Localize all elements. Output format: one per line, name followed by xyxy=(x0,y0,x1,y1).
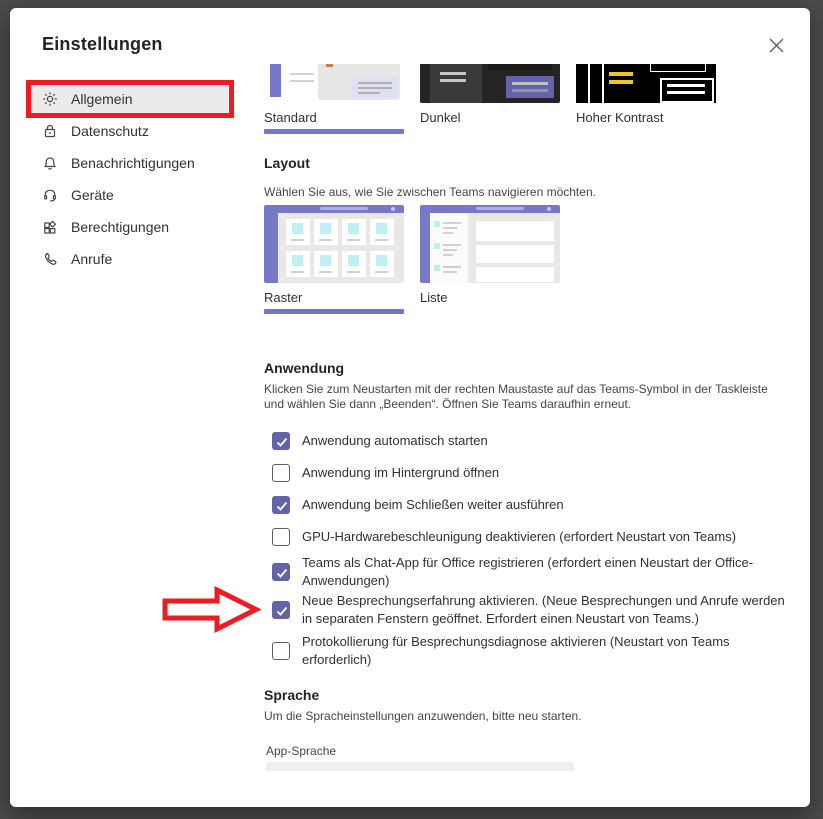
settings-sidebar xyxy=(31,85,231,277)
section-desc-anwendung: Klicken Sie zum Neustarten mit der rechten Maustaste auf das Teams-Symbol in der Taskleiste und wählen Sie dann „Beenden“. Öffnen Sie Teams daraufhin erneut. xyxy=(264,382,768,411)
close-icon xyxy=(769,38,784,53)
checkbox[interactable] xyxy=(272,642,290,660)
settings-dialog xyxy=(10,8,810,807)
layout-option-raster[interactable] xyxy=(264,205,404,314)
section-title-anwendung: Anwendung xyxy=(264,360,345,376)
bell-icon xyxy=(42,155,58,171)
selected-underline xyxy=(264,309,404,314)
checkbox-label: Anwendung im Hintergrund öffnen xyxy=(302,465,500,480)
checkbox-row-autostart[interactable] xyxy=(272,425,788,457)
checkbox[interactable] xyxy=(272,432,290,450)
checkbox[interactable] xyxy=(272,601,290,619)
layout-option-label: Raster xyxy=(264,290,303,305)
checkbox-label: Teams als Chat-App für Office registrieren (erfordert einen Neustart der Office-Anwendungen) xyxy=(302,555,754,588)
sidebar-item-label: Anrufe xyxy=(71,251,113,267)
checkbox-label: GPU-Hardwarebeschleunigung deaktivieren (erfordert Neustart von Teams) xyxy=(302,529,737,544)
sidebar-item-label: Benachrichtigungen xyxy=(71,155,195,171)
lock-icon xyxy=(42,123,58,139)
page-title: Einstellungen xyxy=(42,34,163,54)
application-checkbox-list xyxy=(272,425,788,673)
sidebar-item-datenschutz[interactable] xyxy=(31,117,231,145)
app-language-select[interactable] xyxy=(266,762,574,771)
theme-option-dunkel[interactable] xyxy=(420,64,560,134)
checkbox-row-chat-app[interactable] xyxy=(272,553,788,591)
checkmark-icon xyxy=(274,565,290,581)
sidebar-item-label: Allgemein xyxy=(71,91,133,107)
section-desc-sprache: Um die Spracheinstellungen anzuwenden, bitte neu starten. xyxy=(264,709,582,723)
checkmark-icon xyxy=(274,434,290,450)
sidebar-item-berechtigungen[interactable] xyxy=(31,213,231,241)
checkbox-row-hintergrund[interactable] xyxy=(272,457,788,489)
checkbox-label: Protokollierung für Besprechungsdiagnose aktivieren (Neustart von Teams erforderlich) xyxy=(302,634,730,667)
layout-preview-liste xyxy=(420,205,560,283)
close-button[interactable] xyxy=(764,33,788,57)
checkbox-row-gpu[interactable] xyxy=(272,521,788,553)
checkbox[interactable] xyxy=(272,464,290,482)
checkbox[interactable] xyxy=(272,496,290,514)
section-desc-layout: Wählen Sie aus, wie Sie zwischen Teams navigieren möchten. xyxy=(264,185,596,199)
theme-option-label: Standard xyxy=(264,110,317,125)
theme-option-hoher-kontrast[interactable] xyxy=(576,64,716,134)
layout-option-liste[interactable] xyxy=(420,205,560,314)
layout-preview-raster xyxy=(264,205,404,283)
theme-option-standard[interactable] xyxy=(264,64,404,134)
sidebar-item-benachrichtigungen[interactable] xyxy=(31,149,231,177)
app-language-label: App-Sprache xyxy=(266,744,337,758)
checkbox-label: Anwendung beim Schließen weiter ausführen xyxy=(302,497,564,512)
apps-icon xyxy=(42,219,58,235)
checkbox[interactable] xyxy=(272,563,290,581)
theme-options xyxy=(264,64,716,134)
theme-option-label: Dunkel xyxy=(420,110,461,125)
theme-preview-standard xyxy=(264,64,406,103)
headset-icon xyxy=(42,187,58,203)
section-title-layout: Layout xyxy=(264,155,310,171)
checkbox-label: Neue Besprechungserfahrung aktivieren. (Neue Besprechungen und Anrufe werden in separaten Fenstern geöffnet. Erfordert einen Neustart von Teams.) xyxy=(302,593,785,626)
sidebar-item-geraete[interactable] xyxy=(31,181,231,209)
theme-preview-hoher-kontrast xyxy=(576,64,716,103)
checkmark-icon xyxy=(274,603,290,619)
sidebar-item-label: Datenschutz xyxy=(71,123,149,139)
checkmark-icon xyxy=(274,498,290,514)
checkbox-row-protokollierung[interactable] xyxy=(272,629,788,673)
section-title-sprache: Sprache xyxy=(264,687,320,703)
checkbox-row-weiter-ausfuehren[interactable] xyxy=(272,489,788,521)
sidebar-item-anrufe[interactable] xyxy=(31,245,231,273)
sidebar-item-allgemein[interactable] xyxy=(31,85,231,113)
layout-option-label: Liste xyxy=(420,290,448,305)
sidebar-item-label: Berechtigungen xyxy=(71,219,170,235)
layout-options xyxy=(264,205,560,314)
red-arrow-annotation xyxy=(160,586,262,634)
selected-underline xyxy=(264,129,404,134)
phone-icon xyxy=(42,251,58,267)
checkbox[interactable] xyxy=(272,528,290,546)
checkbox-label: Anwendung automatisch starten xyxy=(302,433,488,448)
checkbox-row-neue-besprechung[interactable] xyxy=(272,591,788,629)
theme-preview-dunkel xyxy=(420,64,560,103)
theme-option-label: Hoher Kontrast xyxy=(576,110,664,125)
gear-icon xyxy=(42,91,58,107)
sidebar-item-label: Geräte xyxy=(71,187,114,203)
